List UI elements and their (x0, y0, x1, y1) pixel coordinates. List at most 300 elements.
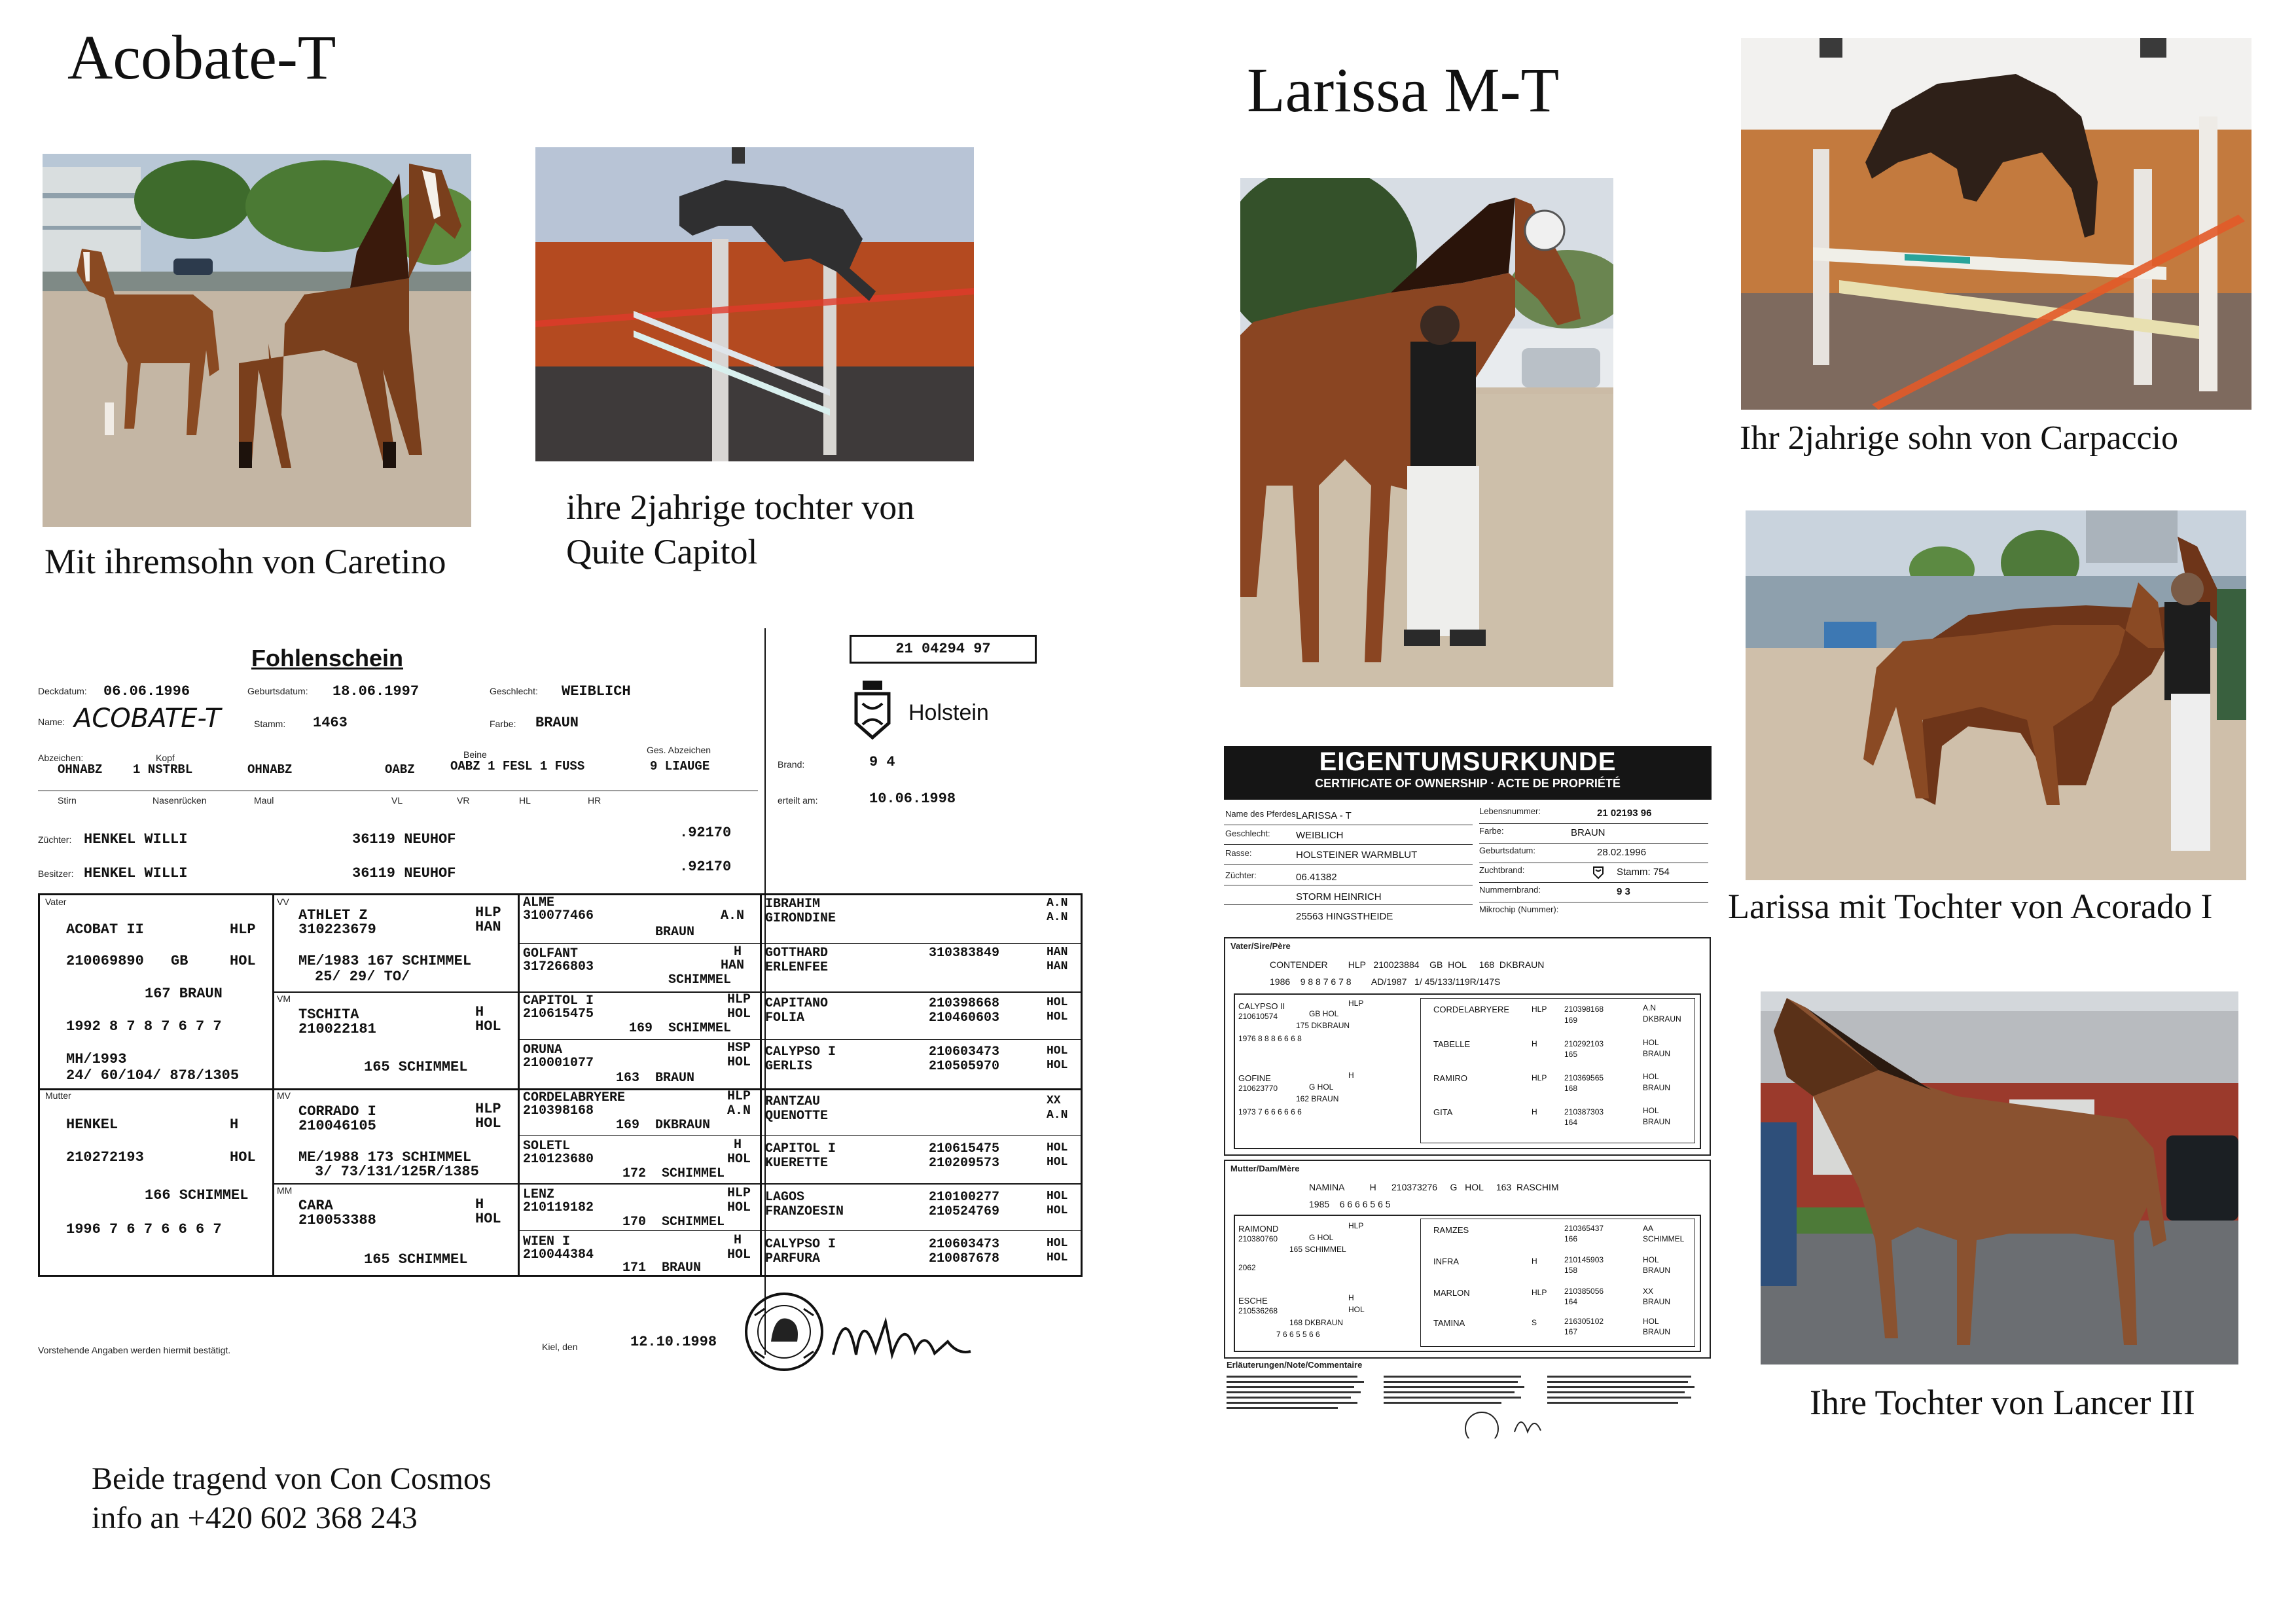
eu-pg3-0-nr: 210398168 (1564, 1005, 1604, 1014)
g4-rows (765, 895, 1079, 1275)
eu-label-zuechter: Züchter: (1225, 870, 1257, 880)
g3-1-code: H (734, 944, 742, 959)
g2-2-name: CORRADO I (298, 1103, 376, 1120)
eu-mg3-3-color: BRAUN (1643, 1327, 1671, 1336)
besitzer-label: Besitzer: (38, 868, 74, 879)
eu-paternal-1-breed: G HOL (1309, 1082, 1334, 1092)
g3-5-height: 172 (622, 1166, 647, 1181)
g4-row (765, 1090, 1079, 1137)
signature-icon (827, 1296, 977, 1368)
sire-color: 167 BRAUN (145, 986, 223, 1002)
g2-3-nr: 210053388 (298, 1212, 376, 1228)
g4-1-nr1: 310383849 (929, 946, 1000, 961)
g4-6-breed2: HOL (1047, 1204, 1068, 1217)
g4-5-nr1: 210615475 (929, 1141, 1000, 1156)
fohlenschein-document (31, 628, 1092, 1381)
eu-pg3-3-height: 164 (1564, 1118, 1578, 1127)
abzeichen-4: OABZ (385, 762, 415, 777)
g3-0-breed: A.N (721, 908, 745, 923)
g2-1-color: 165 SCHIMMEL (364, 1059, 468, 1075)
g4-row (765, 1233, 1079, 1275)
footer-text (92, 1459, 492, 1538)
g3-6-nr: 210119182 (523, 1200, 594, 1215)
stamm-label: Stamm: (254, 719, 286, 729)
brand-value: 9 4 (869, 754, 895, 770)
certificate-of-ownership (1224, 746, 1712, 1446)
eu-paternal-1-nr: 210623770 (1238, 1084, 1278, 1093)
official-seal-icon (735, 1289, 833, 1374)
g4-5-breed1: HOL (1047, 1141, 1068, 1154)
geschlecht-value: WEIBLICH (562, 683, 631, 700)
g3-0-nr: 310077466 (523, 908, 594, 923)
caption-daughter-line2: Quite Capitol (566, 531, 758, 571)
eu-label-name: Name des Pferdes: (1225, 809, 1299, 819)
g4-0-dam: GIRONDINE (765, 911, 836, 926)
eu-label-zuchtbrand: Zuchtbrand: (1479, 865, 1525, 875)
eu-maternal-1-scores: 7 6 6 5 5 6 6 (1276, 1330, 1320, 1339)
eu-maternal-1-nr: 210536268 (1238, 1306, 1278, 1315)
besitzer-nr: .92170 (679, 859, 732, 875)
g3-6-color: SCHIMMEL (662, 1215, 725, 1230)
g3-3-breed: HOL (727, 1055, 751, 1070)
eu-value-name: LARISSA - T (1296, 810, 1352, 821)
eu-mg3-1-code: H (1532, 1257, 1537, 1266)
eu-dam-line2: 1985 6 6 6 6 5 6 5 (1309, 1199, 1391, 1209)
eu-pg3-3-name: GITA (1433, 1107, 1453, 1117)
caption-daughter-line1: ihre 2jahrige tochter von (566, 488, 915, 527)
g4-5-sire: CAPITOL I (765, 1141, 836, 1156)
dam-hol: HOL (230, 1149, 256, 1166)
vater-label: Vater (45, 897, 67, 907)
erteilt-value: 10.06.1998 (869, 791, 956, 807)
eu-mg3-1-name: INFRA (1433, 1257, 1459, 1266)
eu-value-geschlecht: WEIBLICH (1296, 830, 1344, 841)
fohlenschein-footnote: Vorstehende Angaben werden hiermit bestätigt. (38, 1345, 231, 1355)
eu-value-farbe: BRAUN (1571, 827, 1605, 838)
g4-1-breed2: HAN (1047, 960, 1068, 973)
eu-mg3-3-nr: 216305102 (1564, 1317, 1604, 1326)
g4-7-breed1: HOL (1047, 1237, 1068, 1250)
eu-mg3-3-code: S (1532, 1318, 1537, 1327)
eu-maternal-0-color: 165 SCHIMMEL (1289, 1245, 1346, 1254)
photo-larissa-in-hand (1240, 178, 1613, 687)
holstein-logo-icon (846, 677, 899, 743)
eu-pg3-2-color: BRAUN (1643, 1083, 1671, 1092)
caption-mare-foal (45, 540, 446, 584)
g3-7-code: H (734, 1233, 742, 1248)
eu-fine-print (1227, 1373, 1704, 1438)
g3-7-breed: HOL (727, 1247, 751, 1262)
g4-5-nr2: 210209573 (929, 1156, 1000, 1171)
g2-3-name: CARA (298, 1198, 333, 1214)
eu-pg3-1-name: TABELLE (1433, 1039, 1471, 1049)
g2-1-code: H (475, 1004, 484, 1020)
g4-row (765, 944, 1079, 991)
sub-label-hl: HL (519, 795, 531, 806)
abzeichen-3: OHNABZ (247, 762, 293, 777)
eu-paternal-0-code: HLP (1348, 999, 1364, 1008)
stamm-value: 1463 (313, 715, 348, 731)
vv-label: VV (277, 897, 289, 907)
eu-rule-right-4 (1479, 882, 1708, 883)
eu-paternal-1-name: GOFINE (1238, 1073, 1271, 1083)
acobate-title: Acobate-T (67, 22, 336, 92)
geschlecht-label: Geschlecht: (490, 686, 538, 696)
eu-dam-line1: NAMINA H 210373276 G HOL 163 RASCHIM (1309, 1182, 1559, 1192)
abzeichen-6: 9 LIAUGE (650, 759, 710, 774)
g4-1-dam: ERLENFEE (765, 960, 829, 975)
dam-color: 166 SCHIMMEL (145, 1187, 249, 1204)
g2-3-color: 165 SCHIMMEL (364, 1251, 468, 1268)
eu-label-geschlecht: Geschlecht: (1225, 829, 1270, 838)
geburt-label: Geburtsdatum: (247, 686, 308, 696)
eu-mg3-3-height: 167 (1564, 1327, 1578, 1336)
eu-mg3-0-height: 166 (1564, 1234, 1578, 1243)
photo-son-jumping (1741, 38, 2251, 410)
g3-6-breed: HOL (727, 1200, 751, 1215)
eu-mg3-2-name: MARLON (1433, 1288, 1470, 1298)
sub-label-hr: HR (588, 795, 601, 806)
eu-rule-right-1 (1479, 823, 1708, 824)
horse-name-handwritten: ACOBATE-T (74, 704, 221, 734)
footer-pregnancy: Beide tragend von Con Cosmos (92, 1461, 492, 1496)
g3-1-breed: HAN (721, 958, 745, 973)
g4-row (765, 1041, 1079, 1088)
eu-pg3-1-code: H (1532, 1039, 1537, 1048)
abzeichen-1: OHNABZ (58, 762, 103, 777)
photo-mare-with-foal (43, 154, 471, 527)
g3-7-color: BRAUN (662, 1260, 702, 1275)
dam-name: HENKEL (66, 1116, 118, 1133)
dam-number: 210272193 (66, 1149, 144, 1166)
eu-value-zuechter-ort: 25563 HINGSTHEIDE (1296, 911, 1393, 922)
eu-maternal-0-code: HLP (1348, 1221, 1364, 1230)
col-rule-2 (518, 895, 520, 1275)
zuechter-ort: 36119 NEUHOF (352, 831, 456, 847)
geburt-value: 18.06.1997 (332, 683, 420, 700)
g4-row (765, 1186, 1079, 1233)
eu-paternal-1-scores: 1973 7 6 6 6 6 6 6 (1238, 1107, 1302, 1116)
eu-rule-left-2 (1224, 844, 1473, 845)
g2-2-tests: 3/ 73/131/125R/1385 (315, 1164, 479, 1180)
farbe-value: BRAUN (535, 715, 579, 731)
eu-label-farbe: Farbe: (1479, 826, 1504, 836)
eu-mg3-2-code: HLP (1532, 1288, 1547, 1297)
eu-sire-line2: 1986 9 8 8 7 6 7 8 AD/1987 1/ 45/133/119R/147S (1270, 976, 1501, 987)
eu-pg3-1-height: 165 (1564, 1050, 1578, 1059)
g2-3-code: H (475, 1196, 484, 1213)
g3-3-name: ORUNA (523, 1043, 563, 1058)
g3-6-height: 170 (622, 1215, 647, 1230)
g3-3-code: HSP (727, 1041, 751, 1056)
abzeichen-5: OABZ 1 FESL 1 FUSS (450, 759, 585, 774)
sub-label-vl: VL (391, 795, 403, 806)
eu-paternal-0-nr: 210610574 (1238, 1012, 1278, 1021)
g4-3-breed2: HOL (1047, 1059, 1068, 1072)
g3-2-nr: 210615475 (523, 1007, 594, 1022)
zuechter-value: HENKEL WILLI (84, 831, 188, 847)
eu-value-stamm: Stamm: 754 (1617, 866, 1670, 878)
eu-pg3-3-breed: HOL (1643, 1106, 1659, 1115)
g4-3-nr2: 210505970 (929, 1059, 1000, 1074)
g4-0-sire: IBRAHIM (765, 897, 821, 912)
g3-2-height: 169 (629, 1021, 653, 1036)
g3-2-code: HLP (727, 992, 751, 1007)
besitzer-value: HENKEL WILLI (84, 865, 188, 882)
g3-6-code: HLP (727, 1186, 751, 1201)
eu-pg3-0-height: 169 (1564, 1016, 1578, 1025)
sire-scores: 1992 8 7 8 7 6 7 7 (66, 1018, 222, 1035)
eu-paternal-1-color: 162 BRAUN (1296, 1094, 1339, 1103)
ges-abzeichen-label: Ges. Abzeichen (647, 745, 711, 755)
eu-value-zuechter-name: STORM HEINRICH (1296, 891, 1382, 902)
g4-row (765, 895, 1079, 942)
eu-vater-label: Vater/Sire/Père (1230, 941, 1291, 951)
eu-brand-icon (1590, 864, 1606, 880)
g3-2-name: CAPITOL I (523, 993, 594, 1008)
eu-maternal-0-breed: G HOL (1309, 1233, 1334, 1242)
g3-2-color: SCHIMMEL (668, 1021, 732, 1036)
sire-number: 210069890 (66, 953, 144, 969)
kiel-date: 12.10.1998 (630, 1334, 717, 1350)
g3-5-breed: HOL (727, 1152, 751, 1167)
g4-2-nr2: 210460603 (929, 1010, 1000, 1026)
eu-pg3-0-name: CORDELABRYERE (1433, 1005, 1510, 1014)
zuechter-label: Züchter: (38, 834, 72, 845)
g3-0-color: BRAUN (655, 925, 695, 940)
eu-label-geburtsdatum: Geburtsdatum: (1479, 846, 1535, 855)
eu-mg3-2-nr: 210385056 (1564, 1287, 1604, 1296)
g2-1-nr: 210022181 (298, 1021, 376, 1037)
g3-4-breed: A.N (727, 1103, 751, 1118)
eu-pg3-2-height: 168 (1564, 1084, 1578, 1093)
g2-2-breed: HOL (475, 1115, 501, 1132)
g3-3-color: BRAUN (655, 1071, 695, 1086)
farbe-label: Farbe: (490, 719, 516, 729)
eu-maternal-0-year: 2062 (1238, 1263, 1256, 1272)
sire-hol: HOL (230, 953, 256, 969)
g4-7-dam: PARFURA (765, 1251, 821, 1266)
g2-1-name: TSCHITA (298, 1007, 359, 1023)
g3-4-height: 169 (616, 1118, 640, 1133)
erteilt-label: erteilt am: (778, 795, 818, 806)
eu-label-lebensnummer: Lebensnummer: (1479, 806, 1541, 816)
certificate-heading: EIGENTUMSURKUNDE (1319, 747, 1617, 776)
eu-pg3-1-breed: HOL (1643, 1038, 1659, 1047)
g2-0-breed: HAN (475, 919, 501, 935)
col-rule-3 (760, 895, 762, 1275)
eu-pg3-3-color: BRAUN (1643, 1117, 1671, 1126)
eu-paternal-0-color: 175 DKBRAUN (1296, 1021, 1350, 1030)
larissa-title: Larissa M-T (1247, 55, 1560, 125)
g4-6-breed1: HOL (1047, 1190, 1068, 1203)
eu-pg3-2-code: HLP (1532, 1073, 1547, 1082)
eu-notes-label: Erläuterungen/Note/Commentaire (1227, 1360, 1363, 1370)
g4-6-nr1: 210100277 (929, 1190, 1000, 1205)
g4-7-nr2: 210087678 (929, 1251, 1000, 1266)
mutter-label: Mutter (45, 1090, 71, 1101)
eu-pg3-2-breed: HOL (1643, 1072, 1659, 1081)
g4-row (765, 1137, 1079, 1185)
g3-0-name: ALME (523, 895, 555, 910)
g4-2-nr1: 210398668 (929, 996, 1000, 1011)
eu-pg3-1-color: BRAUN (1643, 1049, 1671, 1058)
eu-pg3-2-nr: 210369565 (1564, 1073, 1604, 1082)
eu-maternal-0-name: RAIMOND (1238, 1224, 1279, 1234)
eu-value-zuechter-nr: 06.41382 (1296, 872, 1337, 883)
eu-mg3-2-height: 164 (1564, 1297, 1578, 1306)
abzeichen-2: 1 NSTRBL (133, 762, 193, 777)
g3-7-height: 171 (622, 1260, 647, 1275)
eu-label-mikrochip: Mikrochip (Nummer): (1479, 904, 1559, 914)
g4-7-sire: CALYPSO I (765, 1237, 836, 1252)
eu-maternal-0-nr: 210380760 (1238, 1234, 1278, 1243)
dam-scores: 1996 7 6 7 6 6 6 7 (66, 1221, 222, 1238)
deckdatum-label: Deckdatum: (38, 686, 87, 696)
eu-label-rasse: Rasse: (1225, 848, 1252, 858)
eu-value-rasse: HOLSTEINER WARMBLUT (1296, 849, 1418, 861)
g3-1-nr: 317266803 (523, 959, 594, 974)
eu-mg3-1-nr: 210145903 (1564, 1255, 1604, 1264)
besitzer-ort: 36119 NEUHOF (352, 865, 456, 882)
eu-mg3-1-height: 158 (1564, 1266, 1578, 1275)
eu-paternal-0-scores: 1976 8 8 8 6 6 6 8 (1238, 1034, 1302, 1043)
sire-mh: MH/1993 (66, 1051, 127, 1067)
g4-2-sire: CAPITANO (765, 996, 829, 1011)
g4-6-nr2: 210524769 (929, 1204, 1000, 1219)
sire-hlp: HLP (230, 921, 256, 938)
g4-4-breed2: A.N (1047, 1109, 1068, 1122)
sire-tests: 24/ 60/104/ 878/1305 (66, 1067, 240, 1084)
photo-daughter-lancer (1761, 991, 2238, 1364)
eu-value-nummernbrand: 9 3 (1617, 886, 1630, 897)
eu-sire-line1: CONTENDER HLP 210023884 GB HOL 168 DKBRAUN (1270, 959, 1545, 970)
photo-larissa-with-foal (1746, 510, 2246, 880)
eu-mg3-0-nr: 210365437 (1564, 1224, 1604, 1233)
g4-5-dam: KUERETTE (765, 1156, 829, 1171)
eu-mg3-2-breed: XX (1643, 1287, 1654, 1296)
eu-paternal-1-code: H (1348, 1071, 1354, 1080)
eu-rule-right-2 (1479, 843, 1708, 844)
g3-3-height: 163 (616, 1071, 640, 1086)
g4-5-breed2: HOL (1047, 1156, 1068, 1169)
sub-label-stirn: Stirn (58, 795, 77, 806)
eu-value-geburtsdatum: 28.02.1996 (1597, 847, 1647, 858)
g4-4-breed1: XX (1047, 1094, 1061, 1107)
eu-rule-left-5 (1224, 904, 1473, 905)
eu-maternal-1-breed: HOL (1348, 1305, 1365, 1314)
vm-label: VM (277, 993, 291, 1004)
g3-6-name: LENZ (523, 1187, 555, 1202)
mv-label: MV (277, 1090, 291, 1101)
mm-label: MM (277, 1185, 293, 1196)
g3-2-breed: HOL (727, 1007, 751, 1022)
kiel-label: Kiel, den (542, 1342, 578, 1352)
sub-label-maul: Maul (254, 795, 274, 806)
eu-mg3-3-breed: HOL (1643, 1317, 1659, 1326)
eu-maternal-1-color: 168 DKBRAUN (1289, 1318, 1344, 1327)
g3-4-name: CORDELABRYERE (523, 1090, 626, 1105)
holstein-brand: Holstein (908, 700, 989, 725)
eu-rule-left-3 (1224, 864, 1473, 865)
certificate-subheading: CERTIFICATE OF OWNERSHIP · ACTE DE PROPRIÉTÉ (1315, 777, 1621, 790)
g2-2-info: ME/1988 173 SCHIMMEL (298, 1149, 472, 1166)
eu-pg3-3-nr: 210387303 (1564, 1107, 1604, 1116)
g3-1-color: SCHIMMEL (668, 972, 732, 988)
eu-mg3-0-color: SCHIMMEL (1643, 1234, 1685, 1243)
col-rule-1 (272, 895, 274, 1275)
eu-pg3-0-color: DKBRAUN (1643, 1014, 1681, 1024)
eu-maternal-1-name: ESCHE (1238, 1296, 1268, 1306)
g4-6-sire: LAGOS (765, 1190, 805, 1205)
g3-4-color: DKBRAUN (655, 1118, 711, 1133)
sub-label-vr: VR (457, 795, 470, 806)
eu-paternal-0-name: CALYPSO II (1238, 1001, 1285, 1011)
abzeichen-label: Abzeichen: (38, 753, 84, 763)
g4-4-sire: RANTZAU (765, 1094, 821, 1109)
caption-daughter-jumping (566, 486, 914, 574)
g4-2-breed1: HOL (1047, 996, 1068, 1009)
g4-1-breed1: HAN (1047, 946, 1068, 959)
eu-value-lebensnummer: 21 02193 96 (1597, 808, 1652, 819)
g2-0-nr: 310223679 (298, 921, 376, 938)
eu-pg3-1-nr: 210292103 (1564, 1039, 1604, 1048)
g4-3-sire: CALYPSO I (765, 1044, 836, 1060)
g4-1-sire: GOTTHARD (765, 946, 829, 961)
eu-mg3-3-name: TAMINA (1433, 1318, 1465, 1328)
g3-5-nr: 210123680 (523, 1152, 594, 1167)
g3-3-nr: 210001077 (523, 1056, 594, 1071)
eu-mg3-1-breed: HOL (1643, 1255, 1659, 1264)
pedigree-table (38, 893, 1083, 1277)
g4-2-dam: FOLIA (765, 1010, 805, 1026)
g2-2-code: HLP (475, 1101, 501, 1117)
g2-0-tests: 25/ 29/ TO/ (315, 969, 410, 985)
g3-5-code: H (734, 1137, 742, 1152)
fohlenschein-heading: Fohlenschein (251, 645, 404, 671)
g4-3-nr1: 210603473 (929, 1044, 1000, 1060)
g4-0-breed1: A.N (1047, 897, 1068, 910)
eu-pg3-0-breed: A.N (1643, 1003, 1657, 1012)
photo-daughter-jumping (535, 147, 974, 461)
name-label: Name: (38, 717, 65, 727)
certificate-header (1224, 746, 1712, 800)
eu-mg3-0-breed: AA (1643, 1224, 1654, 1233)
g4-3-dam: GERLIS (765, 1059, 813, 1074)
dam-h: H (230, 1116, 239, 1133)
g4-6-dam: FRANZOESIN (765, 1204, 844, 1219)
eu-mg3-2-color: BRAUN (1643, 1297, 1671, 1306)
eu-label-nummernbrand: Nummernbrand: (1479, 885, 1541, 895)
g3-5-name: SOLETL (523, 1139, 571, 1154)
g3-5-color: SCHIMMEL (662, 1166, 725, 1181)
kopf-label: Kopf (156, 753, 175, 763)
g2-2-nr: 210046105 (298, 1118, 376, 1134)
footer-contact: info an +420 602 368 243 (92, 1501, 418, 1535)
g3-4-code: HLP (727, 1089, 751, 1104)
eu-pg3-0-code: HLP (1532, 1005, 1547, 1014)
g2-0-info: ME/1983 167 SCHIMMEL (298, 953, 472, 969)
g3-1-name: GOLFANT (523, 946, 579, 961)
caption-daughter-lancer: Ihre Tochter von Lancer III (1810, 1383, 2195, 1422)
g4-0-breed2: A.N (1047, 911, 1068, 924)
sire-gb: GB (171, 953, 188, 969)
brand-label: Brand: (778, 759, 805, 770)
g4-4-dam: QUENOTTE (765, 1109, 829, 1124)
g4-row (765, 992, 1079, 1039)
g3-7-name: WIEN I (523, 1234, 571, 1249)
g3-7-nr: 210044384 (523, 1247, 594, 1262)
